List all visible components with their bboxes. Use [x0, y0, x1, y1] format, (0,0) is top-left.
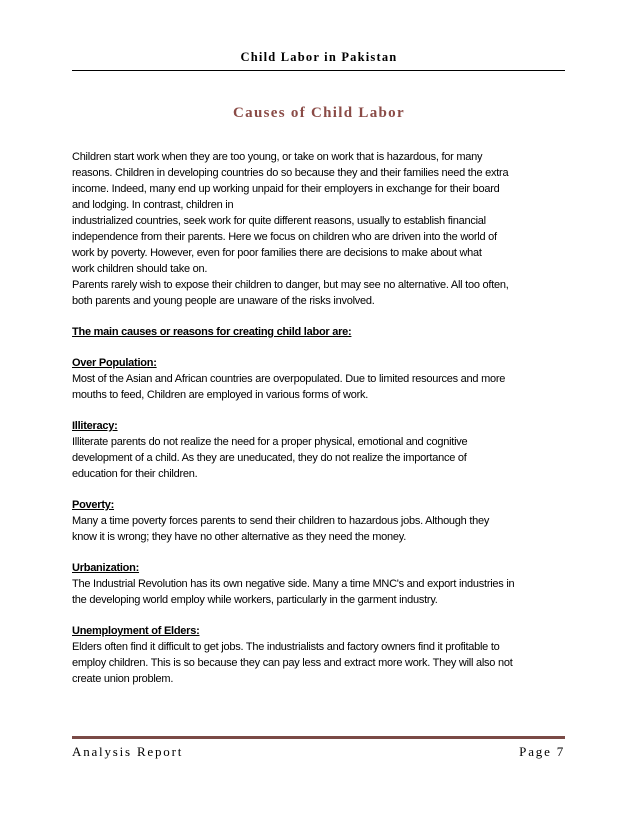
- text-line: industrialized countries, seek work for quite different reasons, usually to establish financial: [72, 215, 486, 227]
- text-line: and lodging. In contrast, children in: [72, 199, 234, 211]
- document-body: [72, 149, 568, 687]
- section-heading: Poverty:: [72, 499, 115, 511]
- running-header: Child Labor in Pakistan: [240, 50, 398, 64]
- text-line: the developing world employ while workers, particularly in the garment industry.: [72, 594, 438, 606]
- section-heading: Urbanization:: [72, 562, 140, 574]
- footer-divider: [72, 736, 565, 739]
- section-over-population: [72, 355, 568, 403]
- intro-paragraph: [72, 149, 568, 309]
- section-poverty: [72, 497, 568, 545]
- causes-heading: The main causes or reasons for creating child labor are:: [72, 326, 352, 338]
- text-line: Illiterate parents do not realize the need for a proper physical, emotional and cognitive: [72, 436, 468, 448]
- section-heading: Unemployment of Elders:: [72, 625, 200, 637]
- footer-report-label: Analysis Report: [72, 744, 184, 759]
- section-heading: Illiteracy:: [72, 420, 118, 432]
- text-line: work by poverty. However, even for poor families there are decisions to make about what: [72, 247, 482, 259]
- text-line: Parents rarely wish to expose their children to danger, but may see no alternative. All too often,: [72, 279, 509, 291]
- section-heading: Over Population:: [72, 357, 157, 369]
- text-line: employ children. This is so because they can pay less and extract more work. They will also not: [72, 657, 513, 669]
- text-line: Children start work when they are too young, or take on work that is hazardous, for many: [72, 151, 483, 163]
- section-urbanization: [72, 560, 568, 608]
- text-line: The Industrial Revolution has its own negative side. Many a time MNC's and export industries in: [72, 578, 515, 590]
- causes-heading-paragraph: [72, 324, 568, 340]
- page-number: Page 7: [519, 744, 565, 759]
- text-line: Many a time poverty forces parents to send their children to hazardous jobs. Although they: [72, 515, 490, 527]
- page-title: Causes of Child Labor: [233, 105, 405, 121]
- text-line: work children should take on.: [72, 263, 208, 275]
- header-divider: [72, 70, 565, 71]
- section-unemployment-of-elders: [72, 623, 568, 687]
- text-line: both parents and young people are unaware of the risks involved.: [72, 295, 375, 307]
- text-line: income. Indeed, many end up working unpaid for their employers in exchange for their board: [72, 183, 500, 195]
- text-line: development of a child. As they are uneducated, they do not realize the importance of: [72, 452, 467, 464]
- text-line: create union problem.: [72, 673, 174, 685]
- text-line: Most of the Asian and African countries are overpopulated. Due to limited resources and more: [72, 373, 506, 385]
- section-illiteracy: [72, 418, 568, 482]
- text-line: mouths to feed, Children are employed in various forms of work.: [72, 389, 369, 401]
- text-line: education for their children.: [72, 468, 198, 480]
- text-line: know it is wrong; they have no other alternative as they need the money.: [72, 531, 406, 543]
- text-line: reasons. Children in developing countries do so because they and their families need the extra: [72, 167, 509, 179]
- text-line: Elders often find it difficult to get jobs. The industrialists and factory owners find it profitable to: [72, 641, 500, 653]
- text-line: independence from their parents. Here we focus on children who are driven into the world of: [72, 231, 497, 243]
